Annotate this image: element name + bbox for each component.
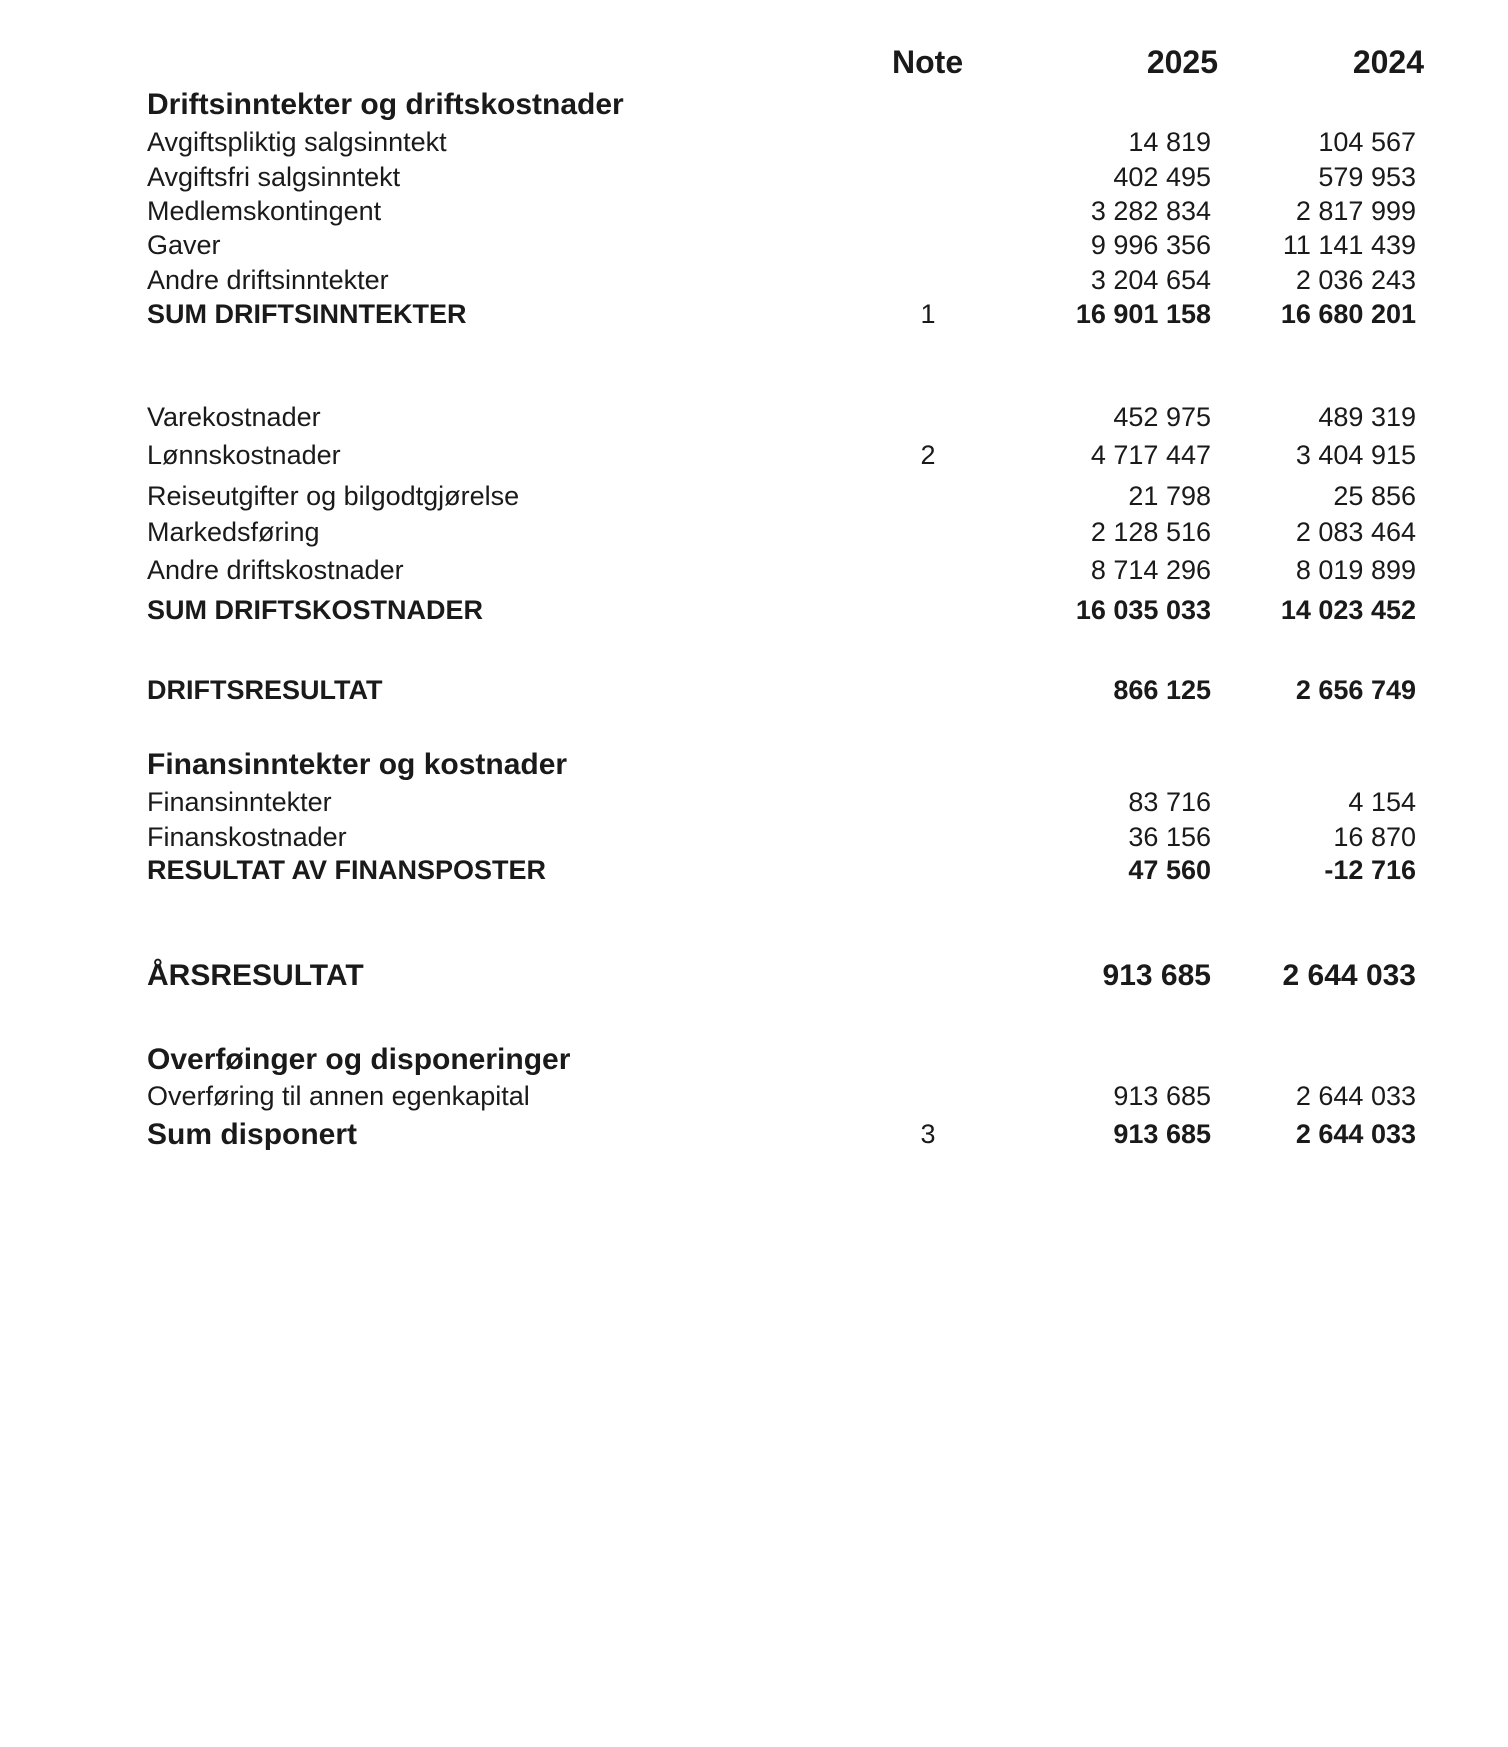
total-value-2024: -12 716 — [1324, 855, 1416, 885]
row-value-2025: 83 716 — [1128, 787, 1211, 817]
row-value-2025: 3 282 834 — [1090, 196, 1211, 226]
total-value-2024: 2 644 033 — [1295, 1119, 1416, 1149]
row-value-2024: 2 644 033 — [1295, 1081, 1416, 1111]
annual-result-2025: 913 685 — [1102, 959, 1211, 992]
note-reference: 3 — [920, 1119, 936, 1149]
total-label-transfers: Sum disponert — [147, 1118, 358, 1151]
row-value-2025: 913 685 — [1113, 1081, 1211, 1111]
row-value-2025: 402 495 — [1113, 162, 1211, 192]
operating-result-2024: 2 656 749 — [1295, 675, 1416, 705]
total-label-costs: SUM DRIFTSKOSTNADER — [147, 595, 483, 625]
row-label: Reiseutgifter og bilgodtgjørelse — [147, 481, 520, 511]
row-value-2025: 9 996 356 — [1090, 230, 1211, 260]
total-value-2024: 16 680 201 — [1280, 299, 1416, 329]
row-value-2024: 8 019 899 — [1295, 555, 1416, 585]
row-label: Gaver — [147, 230, 221, 260]
row-value-2024: 104 567 — [1318, 127, 1416, 157]
total-label-finance: RESULTAT AV FINANSPOSTER — [147, 855, 547, 885]
column-header-note: Note — [892, 44, 964, 80]
operating-result-2025: 866 125 — [1113, 675, 1211, 705]
total-value-2025: 913 685 — [1113, 1119, 1211, 1149]
total-label-income: SUM DRIFTSINNTEKTER — [147, 299, 467, 329]
row-value-2024: 579 953 — [1318, 162, 1416, 192]
row-value-2025: 3 204 654 — [1090, 265, 1211, 295]
row-value-2025: 21 798 — [1128, 481, 1211, 511]
row-label: Finansinntekter — [147, 787, 332, 817]
note-reference: 1 — [920, 299, 936, 329]
row-label: Avgiftsfri salgsinntekt — [147, 162, 401, 192]
row-label: Andre driftskostnader — [147, 555, 404, 585]
row-label: Markedsføring — [147, 517, 320, 547]
section-title-finance: Finansinntekter og kostnader — [147, 748, 568, 781]
row-value-2025: 8 714 296 — [1090, 555, 1211, 585]
note-reference: 2 — [920, 440, 936, 470]
row-label: Varekostnader — [147, 402, 321, 432]
operating-result-label: DRIFTSRESULTAT — [147, 675, 383, 705]
row-value-2024: 3 404 915 — [1295, 440, 1416, 470]
column-header-2025: 2025 — [1146, 44, 1218, 80]
annual-result-label: ÅRSRESULTAT — [147, 959, 364, 992]
column-header-2024: 2024 — [1352, 44, 1424, 80]
row-value-2025: 2 128 516 — [1090, 517, 1211, 547]
row-value-2025: 14 819 — [1128, 127, 1211, 157]
total-value-2025: 47 560 — [1128, 855, 1211, 885]
row-value-2024: 16 870 — [1333, 822, 1416, 852]
total-value-2025: 16 035 033 — [1075, 595, 1211, 625]
row-value-2024: 25 856 — [1333, 481, 1416, 511]
row-value-2024: 2 083 464 — [1295, 517, 1416, 547]
total-value-2025: 16 901 158 — [1075, 299, 1211, 329]
section-title-transfers: Overføinger og disponeringer — [147, 1043, 571, 1076]
row-value-2024: 2 036 243 — [1295, 265, 1416, 295]
row-value-2025: 452 975 — [1113, 402, 1211, 432]
row-value-2024: 4 154 — [1348, 787, 1416, 817]
row-label: Finanskostnader — [147, 822, 347, 852]
section-title-income: Driftsinntekter og driftskostnader — [147, 88, 624, 121]
row-label: Avgiftspliktig salgsinntekt — [147, 127, 447, 157]
row-value-2024: 2 817 999 — [1295, 196, 1416, 226]
total-value-2024: 14 023 452 — [1280, 595, 1416, 625]
row-label: Andre driftsinntekter — [147, 265, 389, 295]
row-value-2024: 11 141 439 — [1282, 230, 1416, 260]
row-value-2025: 4 717 447 — [1090, 440, 1211, 470]
row-value-2025: 36 156 — [1128, 822, 1211, 852]
row-label: Medlemskontingent — [147, 196, 382, 226]
row-label: Lønnskostnader — [147, 440, 341, 470]
row-value-2024: 489 319 — [1318, 402, 1416, 432]
row-label: Overføring til annen egenkapital — [147, 1081, 530, 1111]
annual-result-2024: 2 644 033 — [1282, 959, 1416, 992]
